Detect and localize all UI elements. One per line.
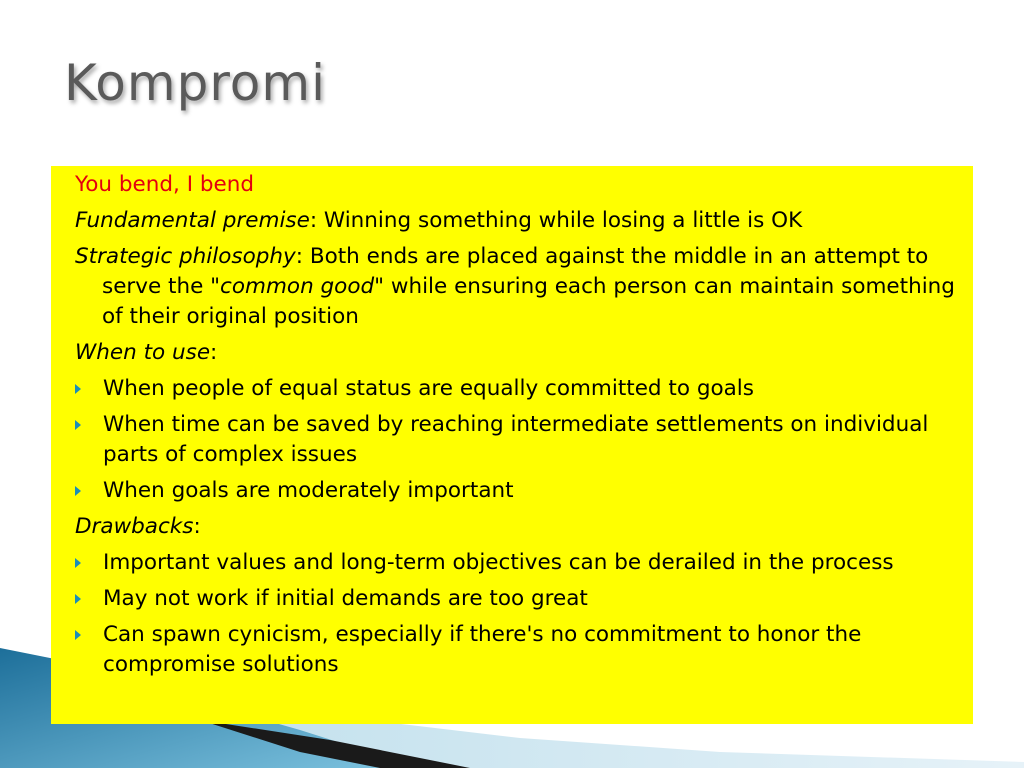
strategic-philosophy-text-b: while ensuring each person can maintain something of their original position (102, 274, 955, 329)
drawbacks-label: Drawbacks (75, 514, 194, 539)
when-to-use-colon: : (210, 340, 218, 365)
content-panel (51, 166, 973, 724)
strategic-philosophy-line (75, 242, 963, 332)
list-item-text: When people of equal status are equally committed to goals (103, 376, 754, 401)
triangle-bullet-icon (75, 630, 81, 640)
triangle-bullet-icon (75, 558, 81, 568)
drawbacks-line (75, 512, 963, 542)
strategic-philosophy-text-a: : Both ends are placed against the middle in an attempt to serve the (102, 244, 929, 299)
list-item (75, 374, 963, 404)
slide-title: Kompromi (64, 54, 326, 112)
list-item (75, 620, 963, 680)
list-item (75, 476, 963, 506)
triangle-bullet-icon (75, 420, 81, 430)
triangle-bullet-icon (75, 594, 81, 604)
when-to-use-label: When to use (75, 340, 211, 365)
list-item-text: Can spawn cynicism, especially if there's no commitment to honor the compromise solutions (103, 622, 862, 677)
list-item (75, 410, 963, 470)
list-item-text: May not work if initial demands are too great (103, 586, 588, 611)
triangle-bullet-icon (75, 384, 81, 394)
triangle-bullet-icon (75, 486, 81, 496)
when-to-use-line (75, 338, 963, 368)
intro-line: You bend, I bend (75, 172, 255, 197)
drawbacks-colon: : (193, 514, 201, 539)
common-good-quote: "common good" (210, 274, 385, 299)
fundamental-premise-line (75, 206, 963, 236)
fundamental-premise-text: : Winning something while losing a little is OK (309, 208, 803, 233)
list-item (75, 548, 963, 578)
list-item-text: When goals are moderately important (103, 478, 514, 503)
list-item-text: When time can be saved by reaching intermediate settlements on individual parts of complex issues (103, 412, 929, 467)
strategic-philosophy-label: Strategic philosophy (75, 244, 296, 269)
list-item-text: Important values and long-term objectives can be derailed in the process (103, 550, 894, 575)
list-item (75, 584, 963, 614)
fundamental-premise-label: Fundamental premise (75, 208, 310, 233)
